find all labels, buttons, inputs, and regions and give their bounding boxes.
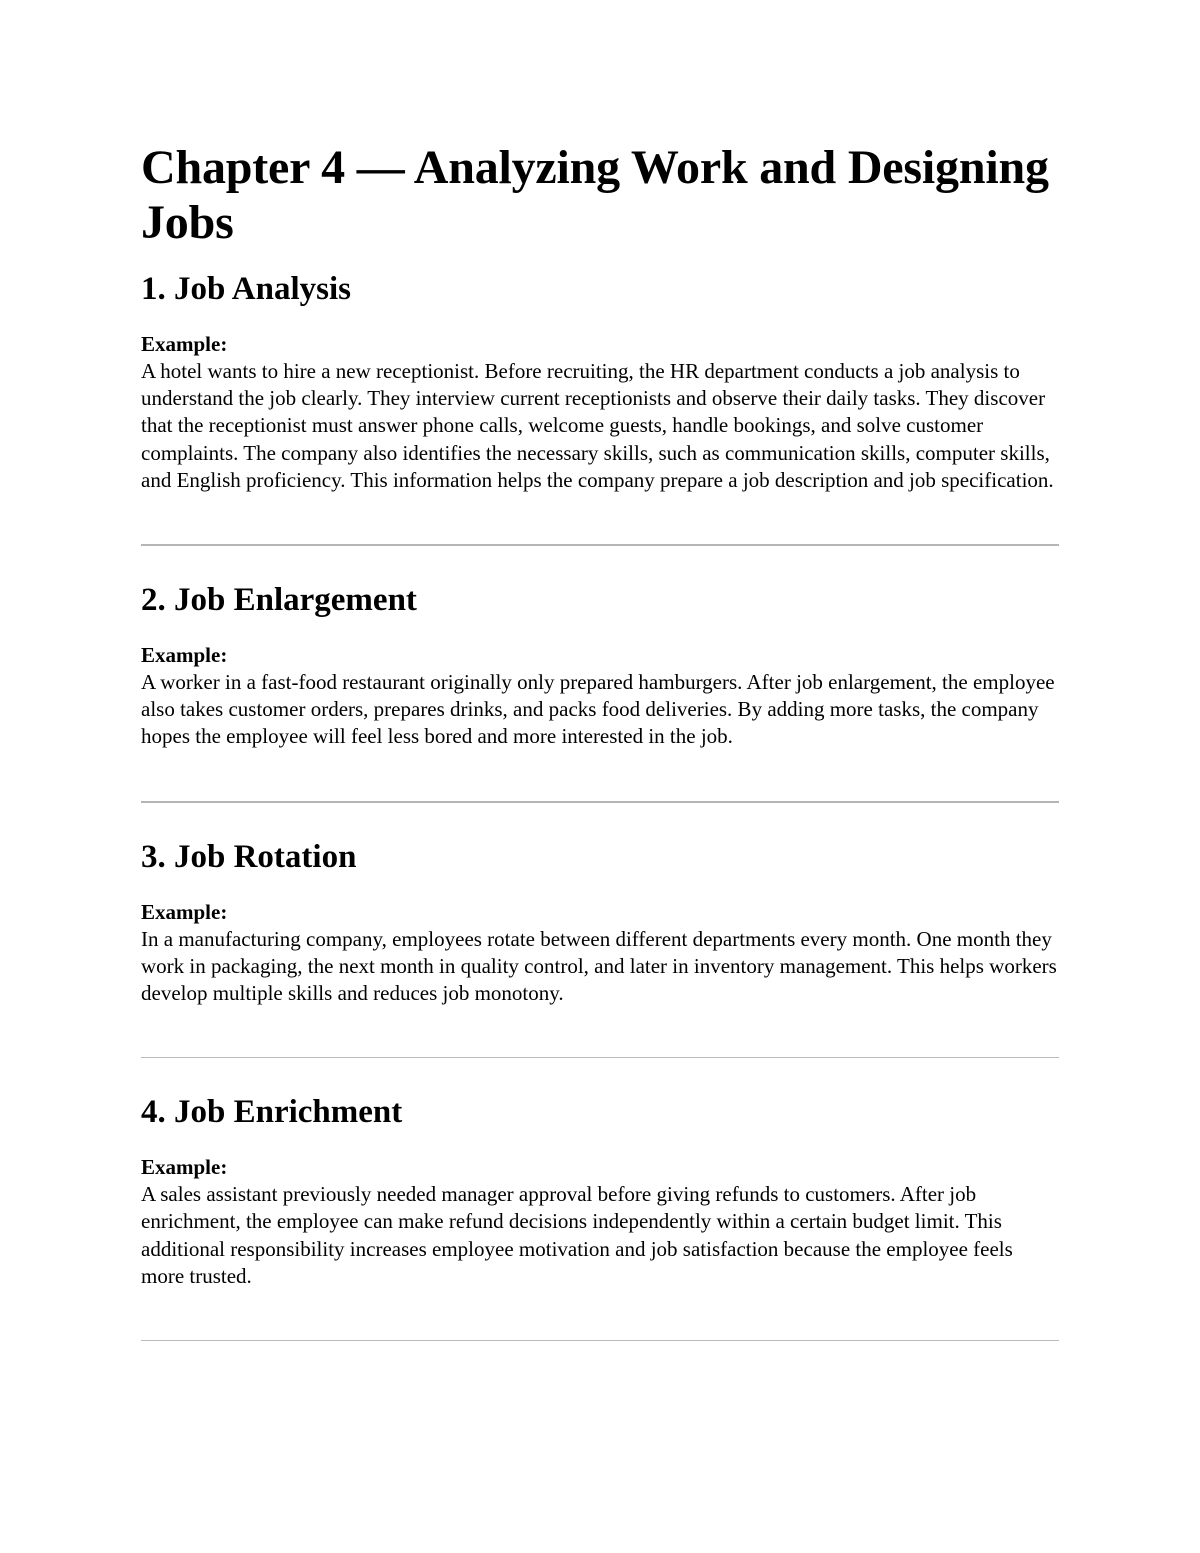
example-text: A sales assistant previously needed manager approval before giving refunds to customers. After job enrichment, the employee can make refund decisions independently within a certain budget limit. This additional responsibility increases employee motivation and job satisfaction because the employee feels more trusted. — [141, 1182, 1013, 1288]
example-label: Example: — [141, 1155, 228, 1180]
section-job-analysis — [141, 269, 1059, 546]
example-text: A worker in a fast-food restaurant originally only prepared hamburgers. After job enlargement, the employee also takes customer orders, prepares drinks, and packs food deliveries. By adding more tasks, the company hopes the employee will feel less bored and more interested in the job. — [141, 670, 1055, 749]
section-divider — [141, 801, 1059, 803]
section-job-enlargement — [141, 580, 1059, 803]
example-text: In a manufacturing company, employees rotate between different departments every month. One month they work in packaging, the next month in quality control, and later in inventory management. This helps workers develop multiple skills and reduces job monotony. — [141, 926, 1057, 1006]
example-label: Example: — [141, 899, 228, 924]
section-divider — [141, 544, 1059, 546]
section-divider — [141, 1057, 1059, 1058]
section-heading: 4. Job Enrichment — [141, 1094, 403, 1131]
example-text: A hotel wants to hire a new receptionist. Before recruiting, the HR department conducts a job analysis to understand the job clearly. They interview current receptionists and observe their daily tasks. They discover that the receptionist must answer phone calls, welcome guests, handle bookings, and solve customer complaints. The company also identifies the necessary skills, such as communication skills, computer skills, and English proficiency. This information helps the company prepare a job description and job specification. — [141, 359, 1054, 492]
section-job-enrichment — [141, 1092, 1059, 1341]
section-heading: 3. Job Rotation — [141, 838, 357, 875]
section-job-rotation — [141, 837, 1059, 1059]
example-label: Example: — [141, 332, 228, 356]
section-heading: 1. Job Analysis — [141, 271, 351, 307]
example-label: Example: — [141, 643, 228, 668]
section-heading: 2. Job Enlargement — [141, 582, 417, 619]
document-page — [141, 140, 1059, 1375]
document-title: Chapter 4 — Analyzing Work and Designing Jobs — [141, 141, 1049, 249]
section-divider — [141, 1340, 1059, 1341]
